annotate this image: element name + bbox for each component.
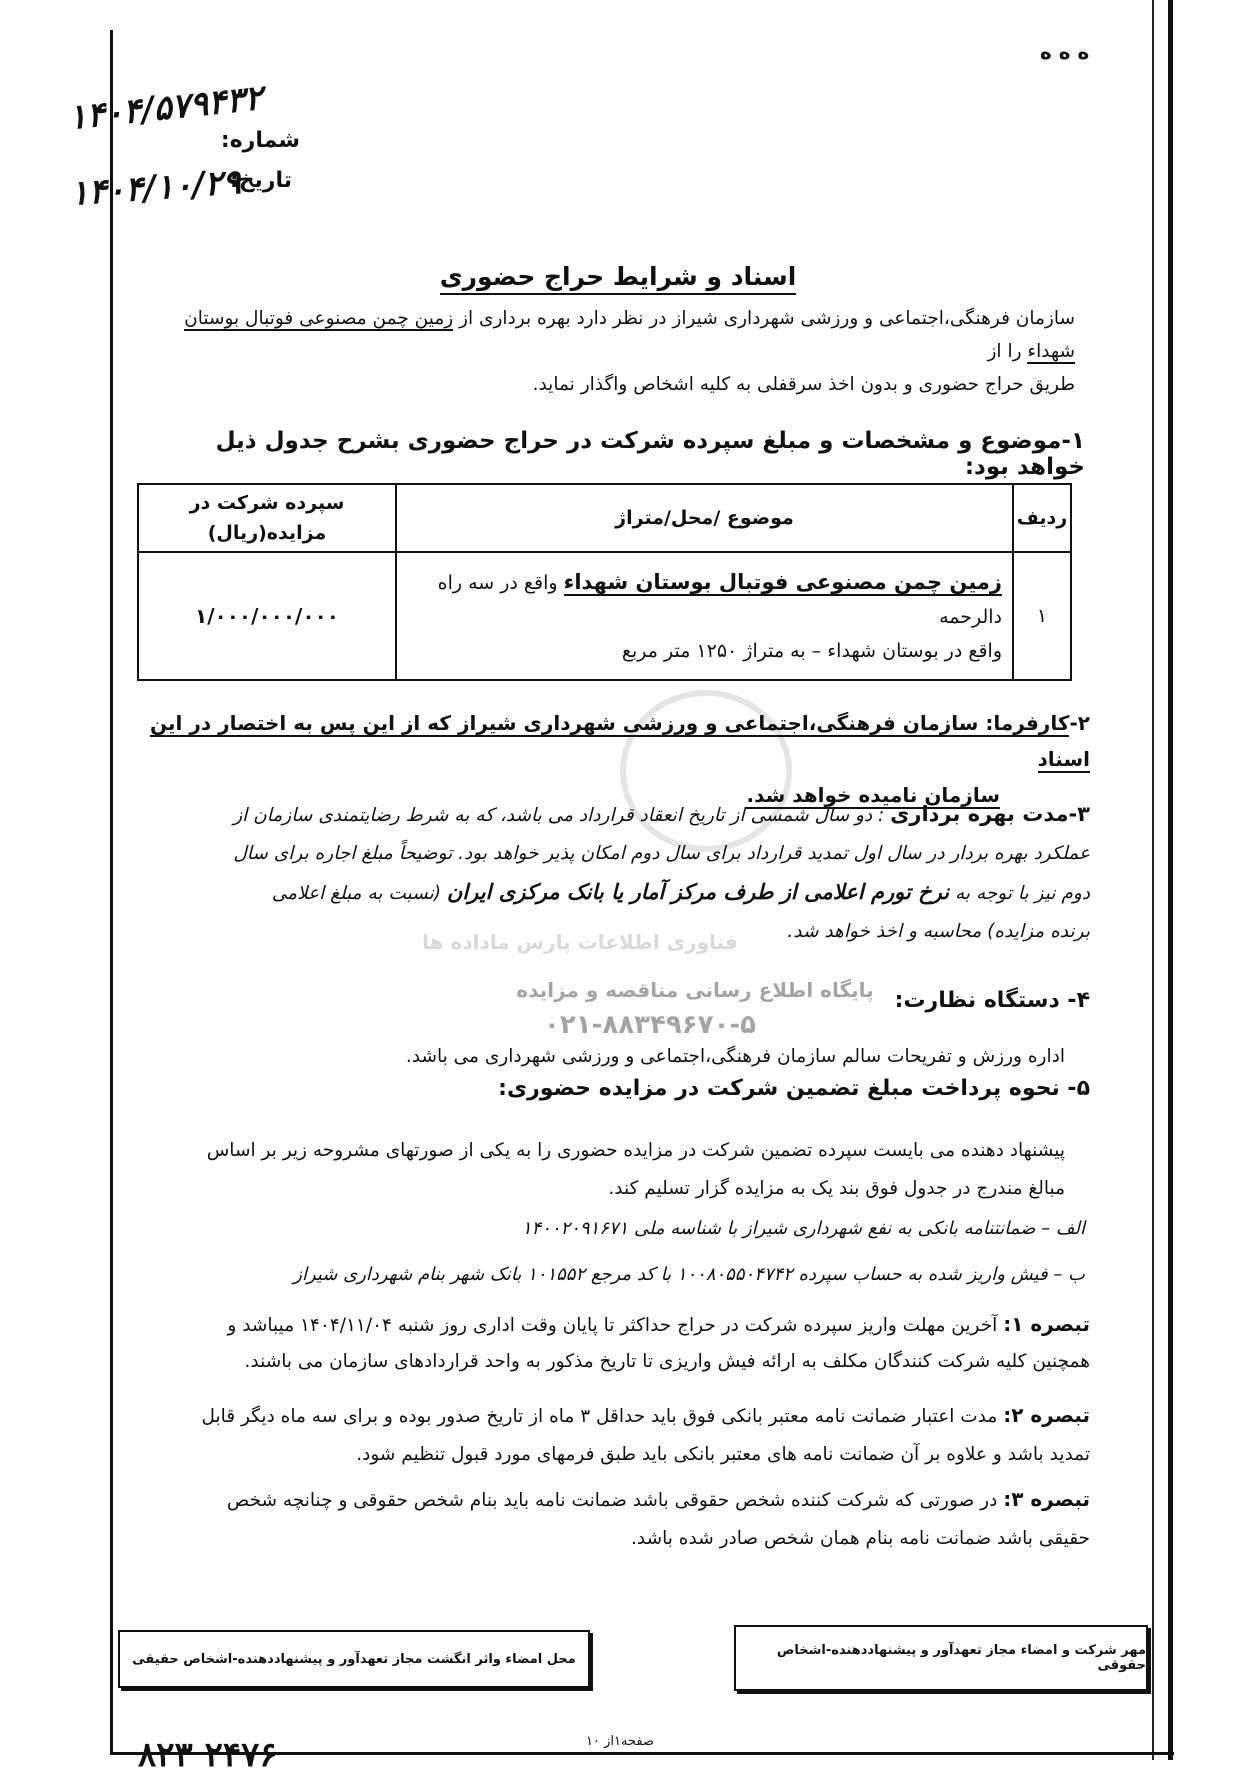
note-1-line2: همچنین کلیه شرکت کنندگان مکلف به ارائه فیش واریزی تا تاریخ مذکور به واحد قراردادهای سازمان می باشند. — [244, 1351, 1090, 1372]
note-3-line2: حقیقی باشد ضمانت نامه بنام همان شخص صادر شده باشد. — [631, 1528, 1090, 1549]
section4-heading: ۴- دستگاه نظارت: — [894, 988, 1090, 1013]
section3-number: ۳- — [1068, 802, 1090, 826]
section5-line1: پیشنهاد دهنده می بایست سپرده تضمین شرکت در مزایده حضوری را به یکی از صورتهای مشروحه زیر بر اساس — [206, 1140, 1065, 1161]
signature-box-legal-entity-label: مهر شرکت و امضاء مجاز تعهدآور و پیشنهاددهنده-اشخاص حقوقی — [776, 1643, 1146, 1673]
signature-box-individual[interactable] — [118, 1630, 590, 1688]
intro-subject-underlined: زمین چمن مصنوعی فوتبال بوستان شهداء — [184, 308, 1075, 362]
cell-deposit: ۱/۰۰۰/۰۰۰/۰۰۰ — [138, 552, 396, 680]
section2-text-line2: سازمان نامیده خواهد شد. — [746, 783, 1000, 807]
auction-items-table — [137, 483, 1072, 681]
cell-subject-bold: زمین چمن مصنوعی فوتبال بوستان شهداء — [563, 569, 1002, 594]
table-row — [138, 552, 1071, 680]
section3-line2: عملکرد بهره بردار در سال اول تمدید قرارداد برای سال دوم امکان پذیر خواهد بود. توضیحاً مبلغ اجاره برای سال — [233, 843, 1090, 864]
intro-line-2: طریق حراج حضوری و بدون اخذ سرقفلی به کلیه اشخاص واگذار نماید. — [532, 374, 1075, 395]
section3-line1: : دو سال شمسی از تاریخ انعقاد قرارداد می باشد، که به شرط رضایتمندی سازمان از — [233, 805, 891, 826]
document-title-text: اسناد و شرایط حراج حضوری — [440, 262, 797, 295]
note-3-line1: در صورتی که شرکت کننده شخص حقوقی باشد ضمانت نامه باید بنام شخص حقوقی و چنانچه شخص — [226, 1490, 1004, 1511]
watermark-line-1: فناوری اطلاعات پارس ماداده ها — [422, 930, 738, 954]
header-deposit-line1: سپرده شرکت در — [189, 492, 345, 514]
section5-heading: ۵- نحوه پرداخت مبلغ تضمین شرکت در مزایده حضوری: — [498, 1076, 1090, 1101]
note-2-line2: تمدید باشد و علاوه بر آن ضمانت نامه های معتبر بانکی باید طبق فرمهای مورد قبول تنظیم شود. — [356, 1444, 1090, 1465]
letter-number-label: شماره: — [220, 128, 300, 153]
intro-text-b: را از — [987, 341, 1028, 362]
section3-line3-a: دوم نیز با توجه به — [949, 883, 1090, 904]
section3-label: مدت بهره برداری — [890, 802, 1069, 826]
watermark-phone: ۰۲۱-۸۸۳۴۹۶۷۰-۵ — [543, 1010, 756, 1040]
section1-heading: ۱-موضوع و مشخصات و مبلغ سپرده شرکت در حراج حضوری بشرح جدول ذیل خواهد بود: — [215, 428, 1085, 480]
cell-row-number: ۱ — [1013, 552, 1071, 680]
section5-paragraph — [140, 1132, 1065, 1208]
payment-option-b: ب – فیش واریز شده به حساب سپرده ۱۰۰۸۰۵۵۰۴۷۴۲ با کد مرجع ۱۰۱۵۵۲ بانک شهر بنام شهرداری شیراز — [293, 1264, 1085, 1285]
note-3-label: تبصره ۳: — [1003, 1487, 1090, 1511]
payment-option-a: الف – ضمانتنامه بانکی به نفع شهرداری شیراز با شناسه ملی ۱۴۰۰۲۰۹۱۶۷۱ — [521, 1218, 1085, 1239]
section2-text-line1: سازمان فرهنگی،اجتماعی و ورزشی شهرداری شیراز که از این پس به اختصار در این اسناد — [150, 711, 1090, 771]
watermark-line-2: پایگاه اطلاع رسانی مناقصه و مزایده — [516, 978, 874, 1002]
intro-line-1 — [140, 302, 1075, 368]
handwritten-code: ۸۲۳ ۲۴۷۶ — [138, 1735, 278, 1775]
cell-subject-line2: واقع در بوستان شهداء – به متراژ ۱۲۵۰ متر مربع — [621, 639, 1002, 662]
header-deposit-line2: مزایده(ریال) — [207, 522, 327, 544]
section3-inflation-rate: نرخ تورم اعلامی از طرف مرکز آمار یا بانک مرکزی ایران — [446, 880, 950, 904]
note-3 — [140, 1480, 1090, 1558]
cell-subject — [396, 552, 1013, 680]
note-1-label: تبصره ۱: — [1003, 1312, 1090, 1336]
section4-text: اداره ورزش و تفریحات سالم سازمان فرهنگی،اجتماعی و ورزشی شهرداری می باشد. — [405, 1046, 1065, 1067]
header-subject: موضوع /محل/متراژ — [396, 484, 1013, 552]
note-1 — [140, 1306, 1090, 1380]
note-2-line1: مدت اعتبار ضمانت نامه معتبر بانکی فوق باید حداقل ۳ ماه از تاریخ صدور بوده و برای سه ماه دیگر قابل — [201, 1406, 1004, 1427]
note-2 — [140, 1396, 1090, 1474]
cell-subject-rest: واقع در سه راه دالرحمه — [437, 571, 1002, 628]
section3-paragraph — [130, 795, 1090, 951]
signature-box-legal-entity[interactable] — [734, 1625, 1148, 1691]
section3-line3-b: (نسبت به مبلغ اعلامی — [271, 883, 447, 904]
section2-label: کارفرما: — [985, 711, 1070, 735]
section2-number: ۲- — [1069, 711, 1090, 735]
section3-line4: برنده مزایده) محاسبه و اخذ خواهد شد. — [787, 921, 1090, 942]
note-2-label: تبصره ۲: — [1003, 1403, 1090, 1427]
letter-date-label: تاریخ: — [229, 168, 292, 193]
note-1-line1: آخرین مهلت واریز سپرده شرکت در حراج حداکثر تا پایان وقت اداری روز شنبه ۱۴۰۴/۱۱/۰۴ میباشد و — [227, 1315, 1004, 1336]
header-deposit — [138, 484, 396, 552]
signature-box-individual-label: محل امضاء واثر انگشت مجاز تعهدآور و پیشنهاددهنده-اشخاص حقیقی — [132, 1651, 576, 1667]
page-number: صفحه۱از ۱۰ — [586, 1734, 654, 1749]
table-header-row — [138, 484, 1071, 552]
intro-text-a: سازمان فرهنگی،اجتماعی و ورزشی شهرداری شیراز در نظر دارد بهره برداری از — [453, 308, 1075, 329]
letter-date-value: ۱۴۰۴/۱۰/۲۹ — [68, 162, 243, 214]
intro-paragraph — [140, 302, 1075, 401]
header-row-number: ردیف — [1013, 484, 1071, 552]
letter-number-value: ۱۴۰۴/۵۷۹۴۳۲ — [66, 77, 265, 139]
document-title — [0, 262, 1236, 291]
corner-mark: ه ه ه — [1040, 40, 1090, 64]
section5-line2: مبالغ مندرج در جدول فوق بند یک به مزایده گزار تسلیم کند. — [608, 1178, 1065, 1199]
